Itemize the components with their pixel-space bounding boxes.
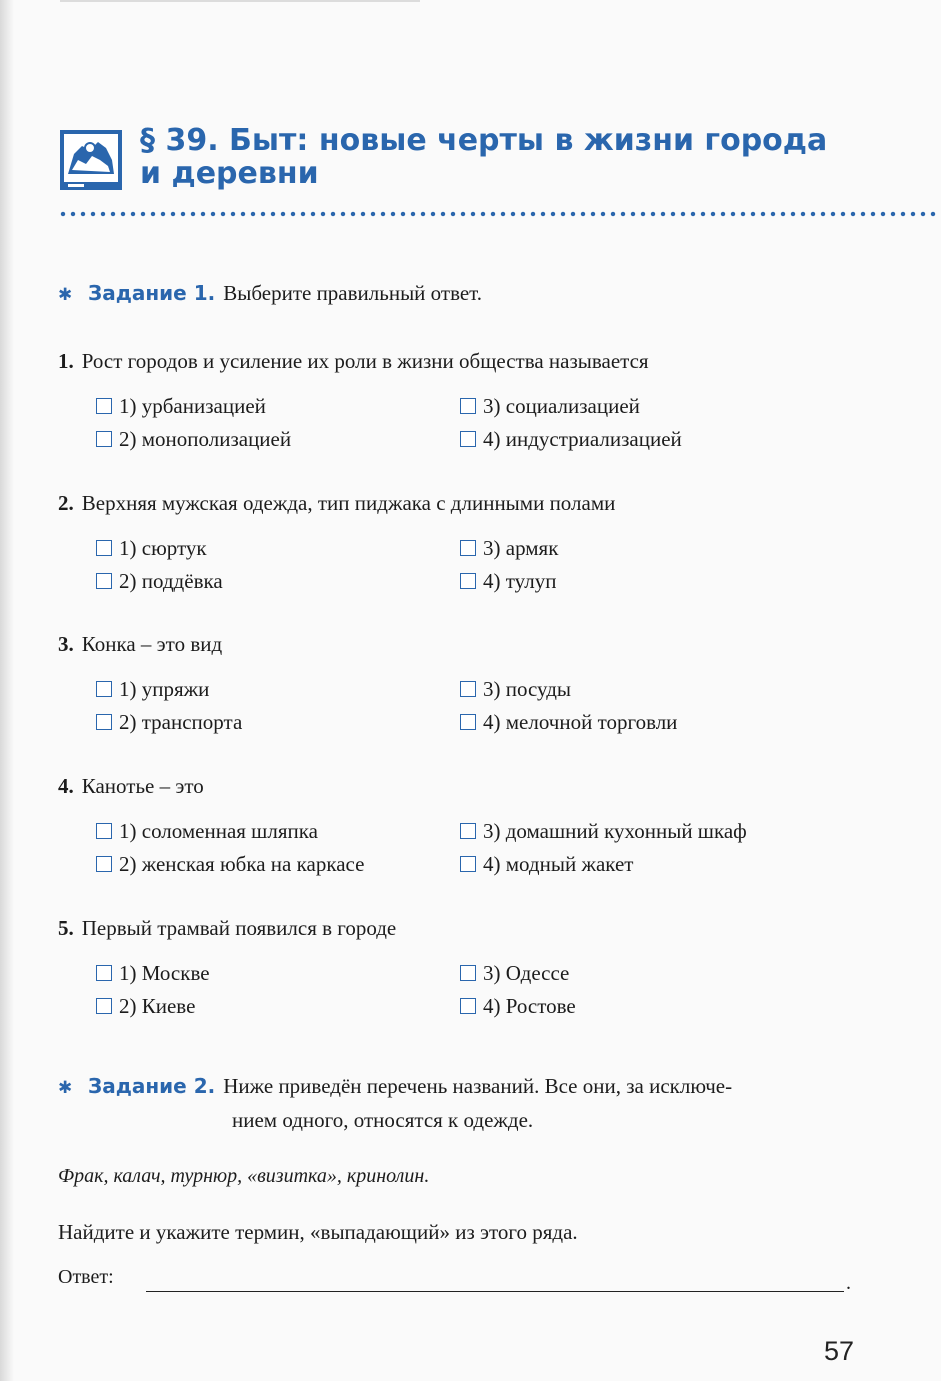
option-label: 2) транспорта [119, 710, 243, 734]
checkbox[interactable] [460, 431, 476, 447]
option-label: 4) тулуп [483, 569, 557, 593]
answer-option[interactable] [460, 993, 576, 1019]
task-1-text: Выберите правильный ответ. [223, 281, 483, 305]
task-1-heading [58, 281, 482, 306]
page-number: 57 [824, 1336, 855, 1366]
answer-option[interactable] [96, 568, 223, 594]
task-2-text-line2: нием одного, относятся к одежде. [232, 1108, 534, 1132]
question-number: 5. [58, 916, 74, 940]
answer-option[interactable] [460, 818, 747, 844]
option-label: 2) монополизацией [119, 427, 292, 451]
task-2-label: Задание 2. [88, 1074, 216, 1098]
star-icon: ✱ [58, 1078, 73, 1098]
option-label: 3) домашний кухонный шкаф [483, 819, 747, 843]
answer-option[interactable] [460, 393, 640, 419]
option-label: 3) социализацией [483, 394, 640, 418]
checkbox[interactable] [460, 856, 476, 872]
answer-option[interactable] [96, 535, 207, 561]
option-label: 4) Ростове [483, 994, 576, 1018]
star-icon: ✱ [58, 285, 73, 305]
answer-option[interactable] [460, 568, 556, 594]
option-label: 4) модный жакет [483, 852, 634, 876]
question-stem: Первый трамвай появился в городе [81, 916, 397, 940]
answer-option[interactable] [460, 676, 571, 702]
question-3 [58, 631, 898, 746]
answer-option[interactable] [96, 709, 242, 735]
question-2 [58, 490, 898, 605]
question-stem: Верхняя мужская одежда, тип пиджака с длинными полами [81, 491, 616, 515]
option-label: 3) армяк [483, 536, 559, 560]
checkbox[interactable] [460, 398, 476, 414]
section-title-line2: и деревни [140, 156, 319, 191]
checkbox[interactable] [460, 573, 476, 589]
checkbox[interactable] [96, 714, 112, 730]
question-number: 1. [58, 349, 74, 373]
option-label: 1) соломенная шляпка [119, 819, 318, 843]
option-label: 2) Киеве [119, 994, 196, 1018]
task-1-label: Задание 1. [88, 281, 216, 305]
section-number: § 39. [140, 123, 219, 158]
answer-option[interactable] [460, 535, 558, 561]
question-1 [58, 348, 898, 463]
question-stem: Рост городов и усиление их роли в жизни общества называется [81, 349, 649, 373]
answer-option[interactable] [96, 851, 364, 877]
section-title-line1: Быт: новые черты в жизни города [229, 123, 828, 158]
checkbox[interactable] [96, 431, 112, 447]
answer-option[interactable] [460, 960, 569, 986]
answer-field[interactable] [146, 1291, 844, 1292]
option-label: 3) Одессе [483, 961, 570, 985]
task-2-text-line1: Ниже приведён перечень названий. Все они, за исключе- [223, 1074, 733, 1098]
question-4 [58, 773, 898, 888]
answer-option[interactable] [96, 818, 318, 844]
answer-option[interactable] [460, 426, 682, 452]
question-number: 3. [58, 632, 74, 656]
option-label: 1) урбанизацией [119, 394, 266, 418]
checkbox[interactable] [460, 714, 476, 730]
option-label: 4) мелочной торговли [483, 710, 678, 734]
option-label: 2) женская юбка на каркасе [119, 852, 365, 876]
answer-option[interactable] [460, 709, 677, 735]
option-label: 2) поддёвка [119, 569, 223, 593]
question-number: 2. [58, 491, 74, 515]
checkbox[interactable] [460, 998, 476, 1014]
checkbox[interactable] [96, 398, 112, 414]
checkbox[interactable] [96, 998, 112, 1014]
checkbox[interactable] [96, 540, 112, 556]
section-emblem-icon [60, 130, 122, 190]
question-number: 4. [58, 774, 74, 798]
option-label: 4) индустриализацией [483, 427, 682, 451]
page-binding-shadow [0, 0, 14, 1381]
section-title [140, 124, 920, 190]
top-edge-mark [60, 0, 420, 7]
option-label: 1) упряжи [119, 677, 210, 701]
checkbox[interactable] [460, 823, 476, 839]
dotted-divider [58, 210, 938, 218]
checkbox[interactable] [460, 965, 476, 981]
question-stem: Канотье – это [81, 774, 204, 798]
question-5 [58, 915, 898, 1030]
answer-option[interactable] [460, 851, 633, 877]
answer-option[interactable] [96, 426, 291, 452]
checkbox[interactable] [96, 681, 112, 697]
checkbox[interactable] [460, 681, 476, 697]
answer-label: Ответ: [58, 1266, 114, 1288]
checkbox[interactable] [460, 540, 476, 556]
checkbox[interactable] [96, 823, 112, 839]
task-2-heading [58, 1074, 878, 1132]
checkbox[interactable] [96, 965, 112, 981]
checkbox[interactable] [96, 856, 112, 872]
checkbox[interactable] [96, 573, 112, 589]
option-label: 3) посуды [483, 677, 572, 701]
answer-option[interactable] [96, 993, 195, 1019]
question-stem: Конка – это вид [81, 632, 223, 656]
answer-option[interactable] [96, 393, 266, 419]
option-label: 1) сюртук [119, 536, 207, 560]
word-list: Фрак, калач, турнюр, «визитка», кринолин. [58, 1165, 430, 1187]
answer-period: . [846, 1272, 851, 1294]
answer-option[interactable] [96, 676, 209, 702]
option-label: 1) Москве [119, 961, 210, 985]
answer-option[interactable] [96, 960, 210, 986]
task-2-instruction: Найдите и укажите термин, «выпадающий» из этого ряда. [58, 1220, 578, 1244]
